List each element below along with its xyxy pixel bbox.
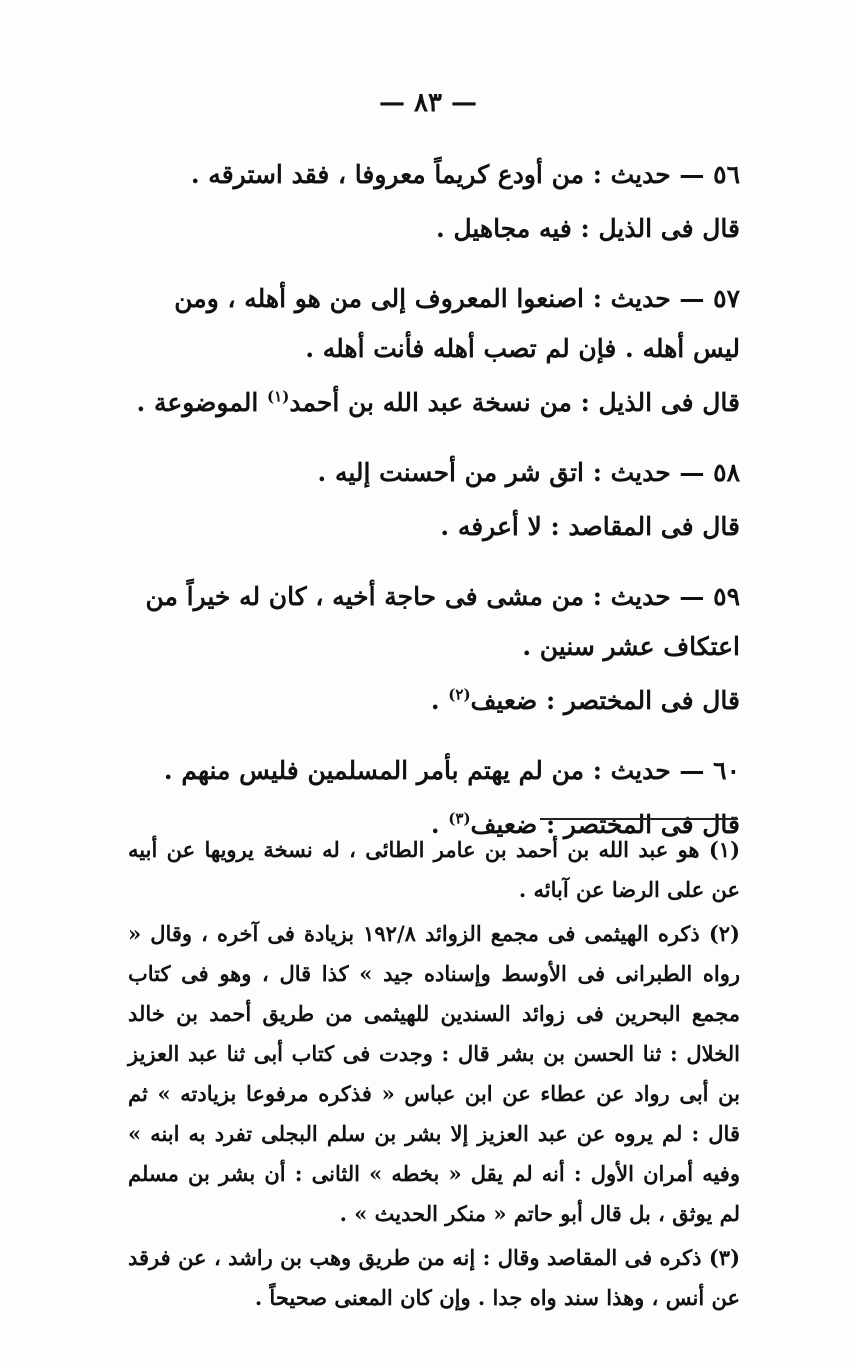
footnote-divider (540, 818, 738, 820)
footnote-1: (١) هو عبد الله بن أحمد بن عامر الطائى ، له نسخة يرويها عن أبيه عن على الرضا عن آبائه . (128, 837, 740, 902)
source-note: قال فى المقاصد : لا أعرفه . (440, 512, 740, 541)
source-text: قال فى الذيل : من نسخة عبد الله بن أحمد (289, 388, 740, 417)
hadith-text (125, 746, 740, 796)
entry-56 (125, 150, 740, 254)
hadith-number: ٦٠ (713, 756, 740, 785)
hadith-number: ٥٩ (713, 582, 740, 611)
source-note (125, 676, 740, 726)
footnote-ref: (٢) (448, 685, 471, 704)
hadith-body: — حديث : اتق شر من أحسنت إليه . (317, 458, 705, 487)
source-note (125, 378, 740, 428)
hadith-number: ٥٨ (713, 458, 740, 487)
footnote-3: (٣) ذكره فى المقاصد وقال : إنه من طريق وهب بن راشد ، عن فرقد عن أنس ، وهذا سند واه جدا . وإن كان المعنى صحيحاً . (128, 1245, 740, 1310)
entry-57 (125, 274, 740, 428)
source-tail: . (430, 686, 449, 715)
hadith-number: ٥٧ (713, 284, 740, 313)
page-number: — ٨٣ — (378, 88, 478, 118)
source-tail: . (430, 810, 449, 839)
hadith-number: ٥٦ (713, 160, 740, 189)
footnote-ref: (٣) (448, 809, 471, 828)
entry-58 (125, 448, 740, 552)
source-text: قال فى المختصر : ضعيف (470, 686, 740, 715)
hadith-body: — حديث : من أودع كريماً معروفا ، فقد استرقه . (190, 160, 705, 189)
hadith-body: — حديث : اصنعوا المعروف إلى من هو أهله ، ومن ليس أهله . فإن لم تصب أهله فأنت أهله . (174, 284, 740, 363)
source-note: قال فى الذيل : فيه مجاهيل . (436, 214, 740, 243)
footnote-2: (٢) ذكره الهيثمى فى مجمع الزوائد ١٩٢/٨ بزيادة فى آخره ، وقال « رواه الطبرانى فى الأوسط وإسناده جيد » كذا قال ، وهو فى كتاب مجمع البحرين فى زوائد السندين للهيثمى من طريق أحمد بن خالد الخلال : ثنا الحسن بن بشر قال : وجدت فى كتاب أبى ثنا عبد العزيز بن أبى رواد عن عطاء عن ابن عباس « فذكره مرفوعا بزيادته » ثم قال : لم يروه عن عبد العزيز إلا بشر بن سلم البجلى تفرد به ابنه » وفيه أمران الأول : أنه لم يقل « بخطه » الثانى : أن بشر بن مسلم لم يوثق ، بل قال أبو حاتم « منكر الحديث » . (128, 921, 740, 1226)
source-tail: الموضوعة . (136, 388, 268, 417)
entry-59 (125, 572, 740, 726)
hadith-text (125, 572, 740, 672)
main-text (125, 150, 740, 870)
hadith-text (125, 274, 740, 374)
footnote-ref: (١) (267, 387, 290, 406)
hadith-text (125, 150, 740, 200)
hadith-body: — حديث : من مشى فى حاجة أخيه ، كان له خيراً من اعتكاف عشر سنين . (145, 582, 740, 661)
hadith-body: — حديث : من لم يهتم بأمر المسلمين فليس منهم . (163, 756, 705, 785)
footnotes (128, 830, 740, 1322)
source-text: قال فى المختصر : ضعيف (470, 810, 740, 839)
hadith-text (125, 448, 740, 498)
